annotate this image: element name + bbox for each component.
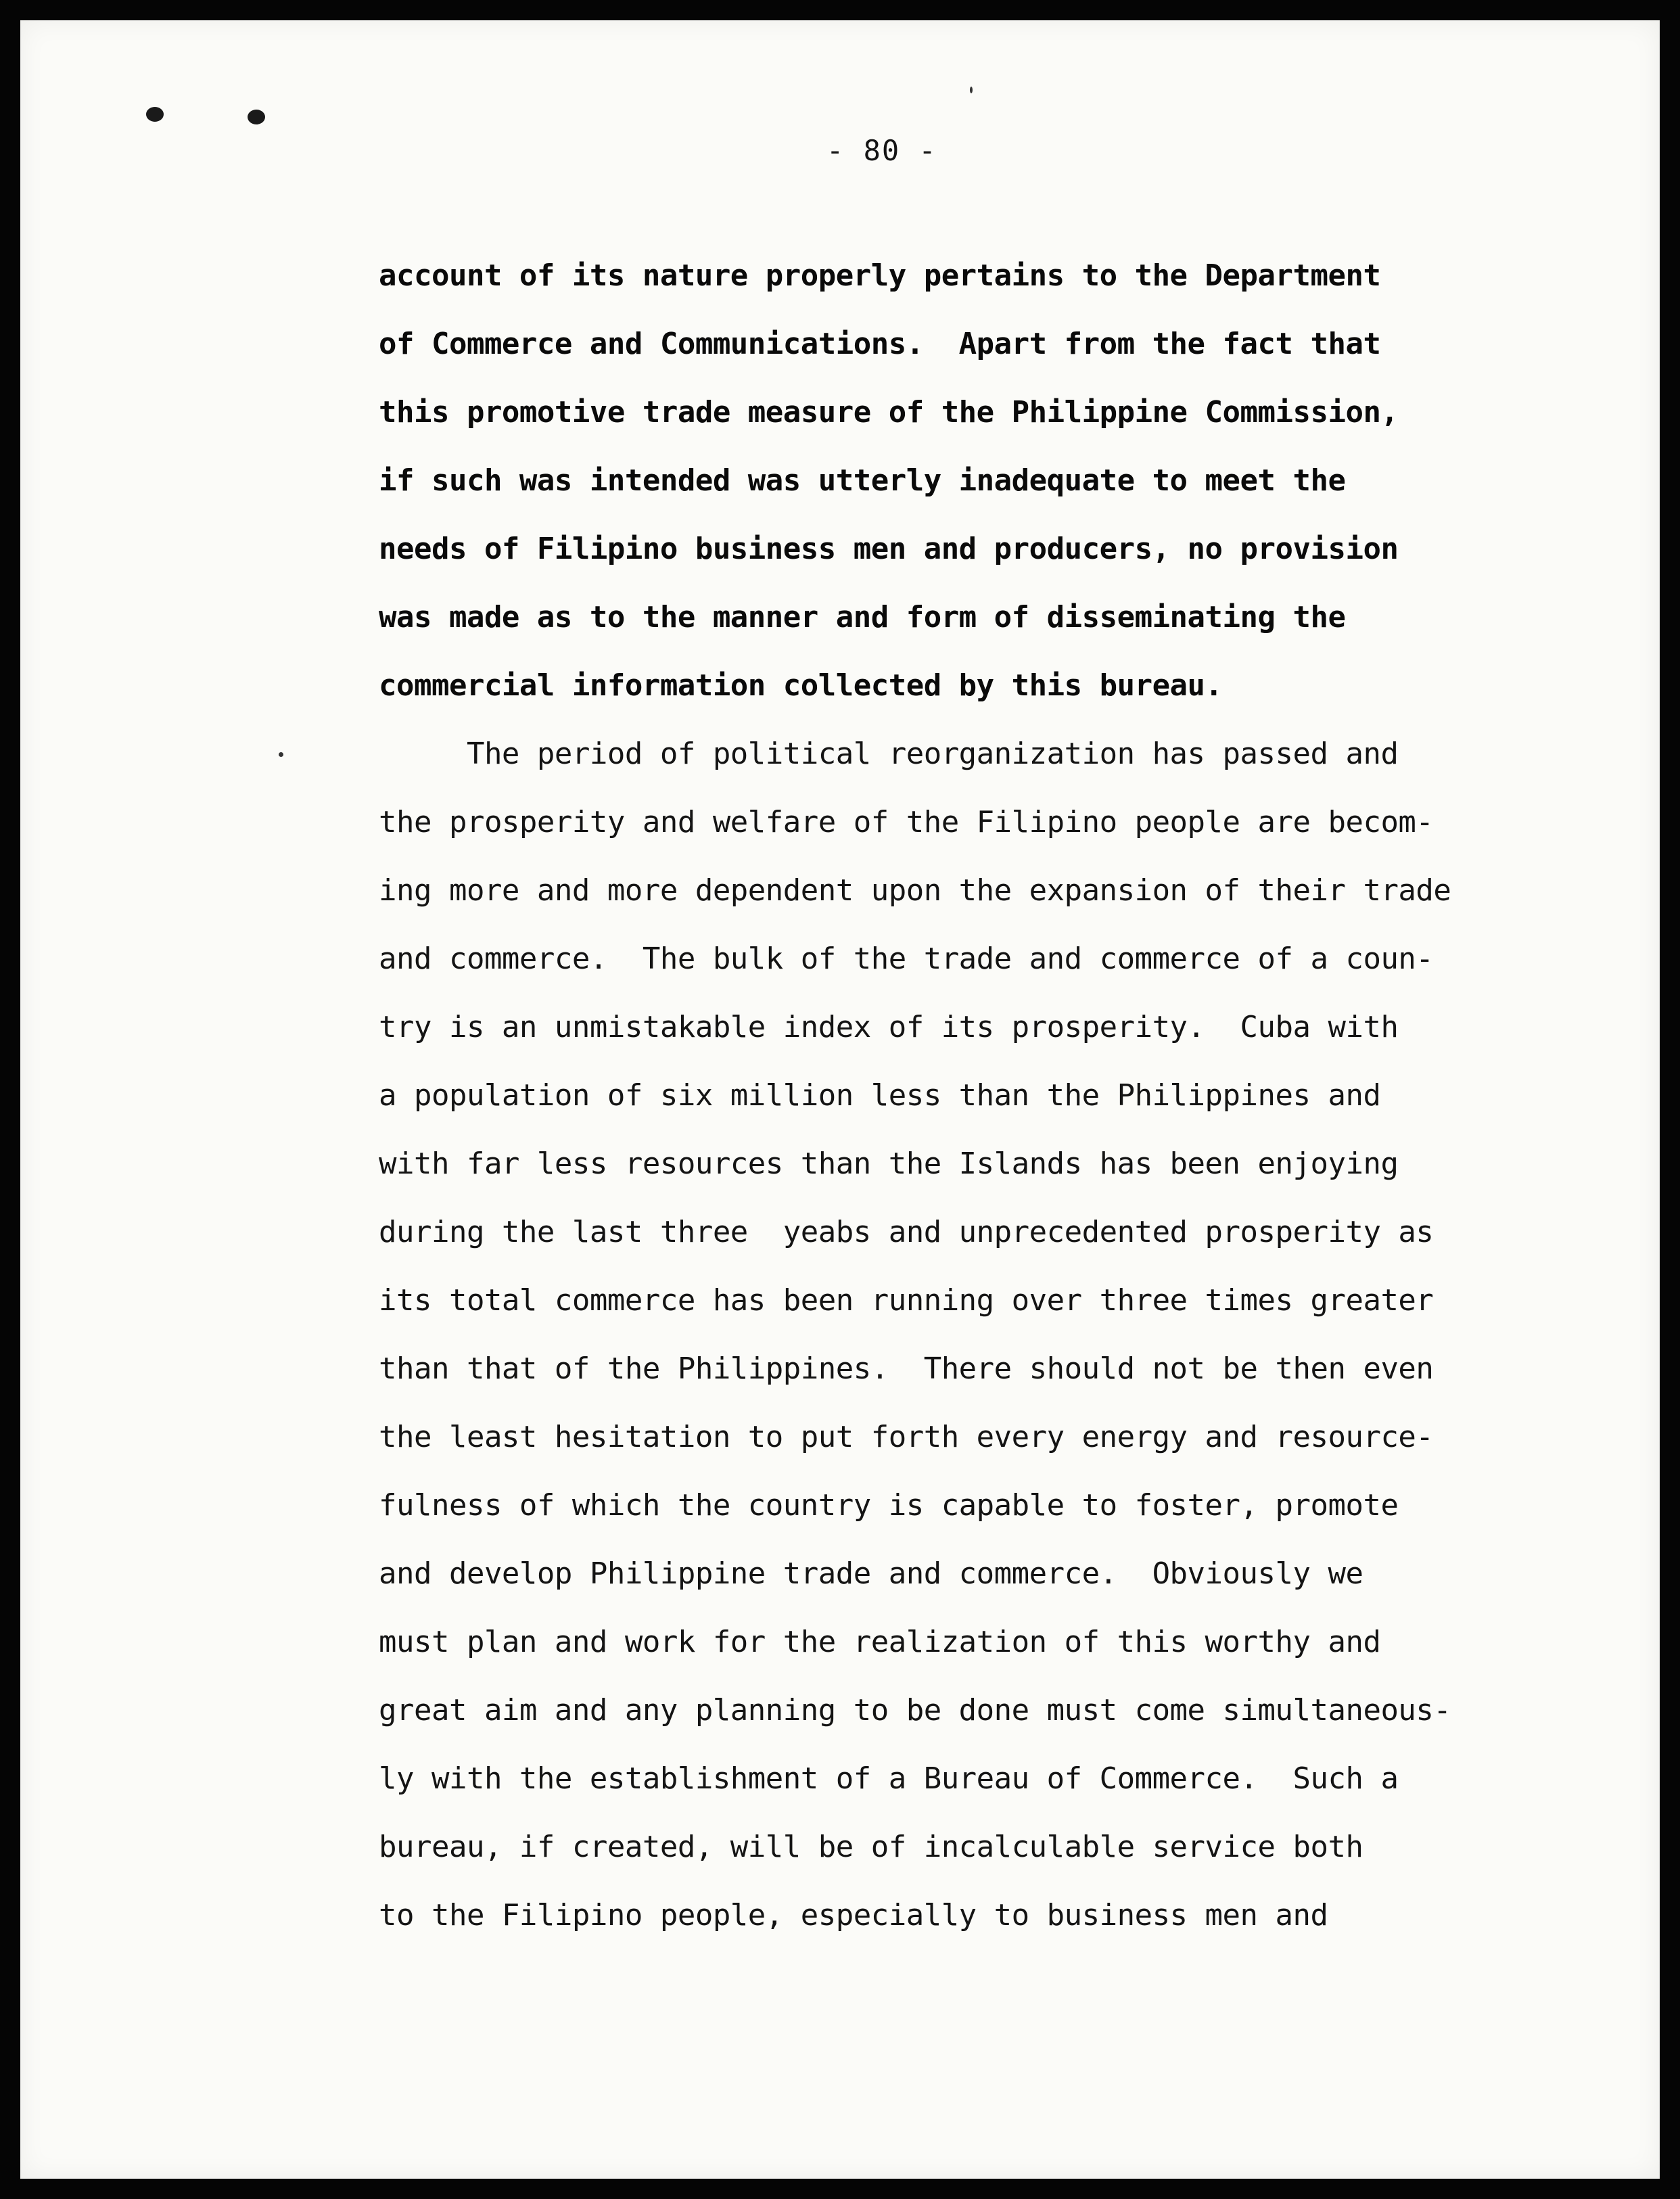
text-line: needs of Filipino business men and producers, no provision: [379, 532, 1399, 566]
text-line: to the Filipino people, especially to business men and: [379, 1898, 1328, 1932]
text-line: was made as to the manner and form of disseminating the: [379, 600, 1346, 634]
text-line: of Commerce and Communications. Apart from the fact that: [379, 327, 1381, 361]
text-line: great aim and any planning to be done must come simultaneous-: [379, 1693, 1451, 1728]
ink-speck: [970, 87, 973, 93]
text-line: The period of political reorganization has passed and: [379, 737, 1399, 771]
text-line: ing more and more dependent upon the expansion of their trade: [379, 873, 1451, 908]
punch-hole-right: [248, 110, 265, 124]
ink-speck: [279, 752, 283, 757]
text-line: this promotive trade measure of the Philippine Commission,: [379, 395, 1399, 430]
text-line: try is an unmistakable index of its prosperity. Cuba with: [379, 1010, 1399, 1044]
text-line: and commerce. The bulk of the trade and commerce of a coun-: [379, 942, 1434, 976]
text-line: than that of the Philippines. There should not be then even: [379, 1351, 1434, 1386]
punch-hole-left: [146, 107, 164, 122]
document-page: [20, 20, 1660, 2179]
text-line: a population of six million less than the Philippines and: [379, 1078, 1381, 1113]
page-number: - 80 -: [826, 134, 937, 167]
text-line: fulness of which the country is capable to foster, promote: [379, 1488, 1399, 1523]
text-line: the least hesitation to put forth every energy and resource-: [379, 1420, 1434, 1454]
text-line: and develop Philippine trade and commerce. Obviously we: [379, 1556, 1363, 1591]
text-line: must plan and work for the realization of this worthy and: [379, 1625, 1381, 1659]
text-line: account of its nature properly pertains to the Department: [379, 258, 1381, 293]
text-line: commercial information collected by this bureau.: [379, 668, 1223, 703]
text-line: the prosperity and welfare of the Filipino people are becom-: [379, 805, 1434, 839]
text-line: with far less resources than the Islands has been enjoying: [379, 1147, 1399, 1181]
body-text: [379, 258, 1495, 1963]
text-line: during the last three yeabs and unprecedented prosperity as: [379, 1215, 1434, 1249]
text-line: its total commerce has been running over three times greater: [379, 1283, 1434, 1318]
text-line: ly with the establishment of a Bureau of Commerce. Such a: [379, 1761, 1399, 1796]
text-line: bureau, if created, will be of incalculable service both: [379, 1830, 1363, 1864]
text-line: if such was intended was utterly inadequate to meet the: [379, 463, 1346, 498]
